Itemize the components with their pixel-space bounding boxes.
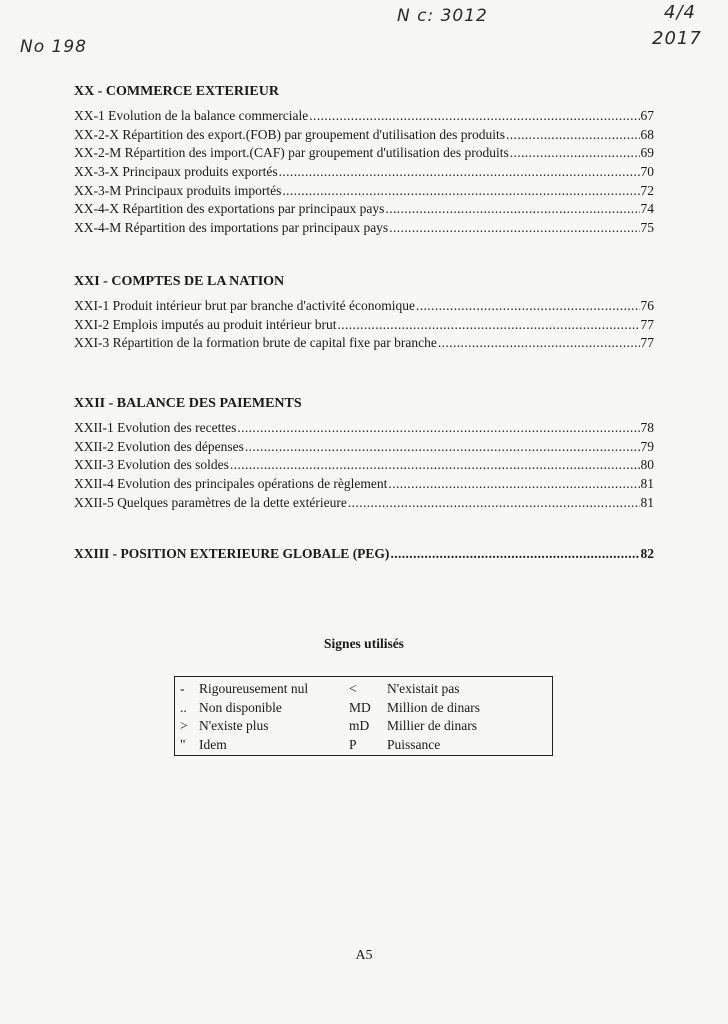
toc-section-position-exterieure	[74, 545, 654, 564]
toc-entry	[74, 107, 654, 126]
legend-table	[174, 676, 553, 756]
toc-entry	[74, 163, 654, 182]
page-number: A5	[355, 948, 373, 963]
dot-leader	[438, 334, 640, 353]
toc-entry-label: XXII-2 Evolution des dépenses	[74, 438, 244, 454]
dot-leader	[385, 200, 639, 219]
section-title: XXI - COMPTES DE LA NATION	[74, 274, 285, 289]
toc-entry	[74, 297, 654, 316]
toc-entry-page: 77	[640, 335, 654, 351]
legend-row	[175, 736, 552, 755]
legend-symbol: mD	[349, 718, 370, 733]
toc-entry-label: XX-4-M Répartition des importations par principaux pays	[74, 220, 389, 236]
toc-entry-page: 79	[640, 438, 654, 454]
handwritten-reference: N c: 3012	[397, 6, 488, 26]
legend-symbol: P	[349, 736, 357, 752]
dot-leader	[416, 297, 640, 316]
toc-entry-page: 75	[640, 220, 654, 236]
toc-entry-label: XX-2-M Répartition des import.(CAF) par groupement d'utilisation des produits	[74, 145, 509, 161]
toc-entry	[74, 126, 654, 145]
legend-row	[175, 717, 552, 736]
toc-entry-page: 67	[640, 108, 654, 123]
toc-entry-label: XX-1 Evolution de la balance commerciale	[74, 108, 309, 123]
toc-entry-page: 81	[640, 476, 654, 492]
legend-title: Signes utilisés	[324, 636, 404, 651]
toc-entry-page: 77	[640, 316, 654, 332]
toc-entry	[74, 316, 654, 335]
toc-entry	[74, 182, 654, 201]
toc-entry	[74, 475, 654, 494]
toc-entry-page: 82	[640, 546, 654, 561]
legend-meaning: Idem	[199, 736, 227, 752]
toc-entry-page: 68	[640, 126, 654, 142]
legend-meaning: Rigoureusement nul	[199, 681, 309, 696]
toc-entry-label: XXII-5 Quelques paramètres de la dette extérieure	[74, 494, 347, 510]
toc-entry-page: 81	[640, 494, 654, 510]
legend-row	[175, 680, 552, 699]
legend-symbol: MD	[349, 699, 371, 715]
toc-section-commerce-exterieur	[74, 82, 654, 238]
toc-entry-label: XX-2-X Répartition des export.(FOB) par groupement d'utilisation des produits	[74, 126, 505, 142]
toc-entry-label: XXI-1 Produit intérieur brut par branche d'activité économique	[74, 298, 415, 313]
legend-meaning: Non disponible	[199, 699, 282, 715]
toc-section-comptes-nation	[74, 272, 654, 353]
handwritten-year: 2017	[652, 28, 702, 49]
toc-entry-page: 69	[640, 145, 654, 161]
toc-entry-page: 78	[640, 420, 654, 435]
dot-leader	[388, 475, 639, 494]
toc-entry-label: XX-4-X Répartition des exportations par principaux pays	[74, 201, 385, 217]
legend-symbol: "	[180, 736, 186, 752]
toc-entry	[74, 334, 654, 353]
dot-leader	[506, 126, 640, 145]
toc-entry-label: XX-3-X Principaux produits exportés	[74, 164, 278, 180]
legend-meaning: Million de dinars	[387, 699, 480, 715]
handwritten-fraction: 4/4	[664, 2, 696, 23]
section-title: XX - COMMERCE EXTERIEUR	[74, 84, 279, 99]
dot-leader	[279, 163, 640, 182]
section-title: XXIII - POSITION EXTERIEURE GLOBALE (PEG)	[74, 546, 390, 561]
dot-leader	[237, 419, 639, 438]
toc-entry	[74, 494, 654, 513]
legend-symbol: ..	[180, 699, 187, 715]
toc-entry-page: 76	[640, 298, 654, 313]
toc-entry-page: 80	[640, 457, 654, 473]
dot-leader	[348, 494, 640, 513]
toc-entry-page: 74	[640, 201, 654, 217]
toc-entry-label: XX-3-M Principaux produits importés	[74, 182, 282, 198]
dot-leader	[245, 438, 640, 457]
legend-row	[175, 699, 552, 718]
toc-entry	[74, 144, 654, 163]
toc-entry	[74, 438, 654, 457]
toc-entry	[74, 200, 654, 219]
toc-entry-label: XXII-3 Evolution des soldes	[74, 457, 229, 473]
toc-entry-page: 72	[640, 182, 654, 198]
dot-leader	[390, 545, 639, 564]
legend-meaning: Millier de dinars	[387, 718, 477, 733]
toc-entry-label: XXII-4 Evolution des principales opérations de règlement	[74, 476, 388, 492]
toc-entry	[74, 456, 654, 475]
dot-leader	[337, 316, 639, 335]
legend-symbol: -	[180, 681, 185, 696]
dot-leader	[389, 219, 639, 238]
legend-meaning: Puissance	[387, 736, 441, 752]
dot-leader	[282, 182, 639, 201]
dot-leader	[230, 456, 640, 475]
dot-leader	[510, 144, 640, 163]
legend-meaning: N'existait pas	[387, 681, 460, 696]
toc-entry-page: 70	[640, 164, 654, 180]
toc-entry-label: XXII-1 Evolution des recettes	[74, 420, 237, 435]
toc-entry-label: XXI-2 Emplois imputés au produit intérieur brut	[74, 316, 337, 332]
legend-symbol: >	[180, 718, 188, 733]
toc-entry-label: XXI-3 Répartition de la formation brute de capital fixe par branche	[74, 335, 437, 351]
dot-leader	[309, 107, 639, 126]
toc-entry	[74, 219, 654, 238]
toc-entry	[74, 545, 654, 564]
toc-section-balance-paiements	[74, 394, 654, 512]
handwritten-number: No 198	[20, 37, 87, 57]
toc-entry	[74, 419, 654, 438]
section-title: XXII - BALANCE DES PAIEMENTS	[74, 396, 302, 411]
legend-symbol: <	[349, 681, 357, 696]
legend-meaning: N'existe plus	[199, 718, 269, 733]
